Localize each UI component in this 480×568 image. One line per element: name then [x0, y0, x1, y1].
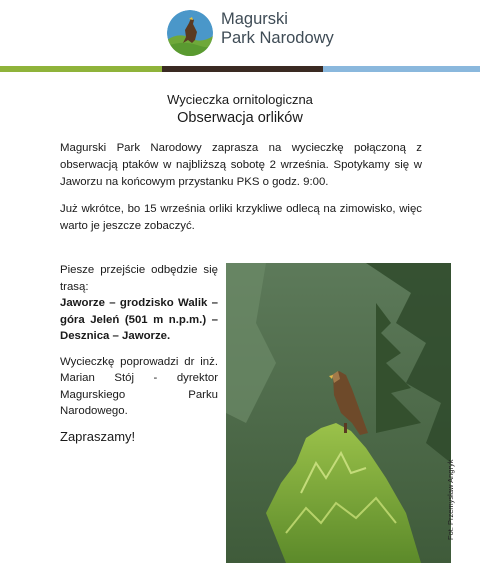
intro-paragraph: Magurski Park Narodowy zaprasza na wycieczkę połączoną z obserwacją ptaków w najbliższą sobotę 2 września. Spotykamy się w Jaworzu na końcowym przystanku PKS o godz. 9:00.: [60, 142, 422, 188]
divider-brown: [162, 66, 323, 72]
park-logo-icon: [167, 10, 213, 56]
page-title: Wycieczka ornitologiczna: [167, 92, 313, 107]
route-block: [60, 262, 218, 345]
header: [0, 0, 480, 62]
divider-blue: [323, 66, 480, 72]
park-name-line1: Magurski: [221, 10, 288, 28]
guide-text: Wycieczkę poprowadzi dr inż. Marian Stój - dyrektor Magurskiego Parku Narodowego.: [60, 355, 218, 417]
park-name: [221, 10, 334, 48]
eagle-photo: [226, 263, 451, 563]
color-divider: [0, 66, 480, 72]
details-column: [60, 262, 218, 454]
page-subtitle: Obserwacja orlików: [177, 110, 303, 126]
route-intro: Piesze przejście odbędzie się trasą:: [60, 264, 218, 293]
photo-credit: Fot. Przemysław Angryk: [446, 459, 455, 540]
closing-text: Zapraszamy!: [60, 428, 136, 444]
route-path: Jaworze – grodzisko Walik – góra Jeleń (501 m n.p.m.) – Desznica – Jaworze.: [60, 297, 218, 342]
divider-green: [0, 66, 162, 72]
park-name-line2: Park Narodowy: [221, 29, 334, 47]
reminder-paragraph: Już wkrótce, bo 15 września orliki krzykliwe odlecą na zimowisko, więc warto je jeszcze zobaczyć.: [60, 203, 422, 232]
